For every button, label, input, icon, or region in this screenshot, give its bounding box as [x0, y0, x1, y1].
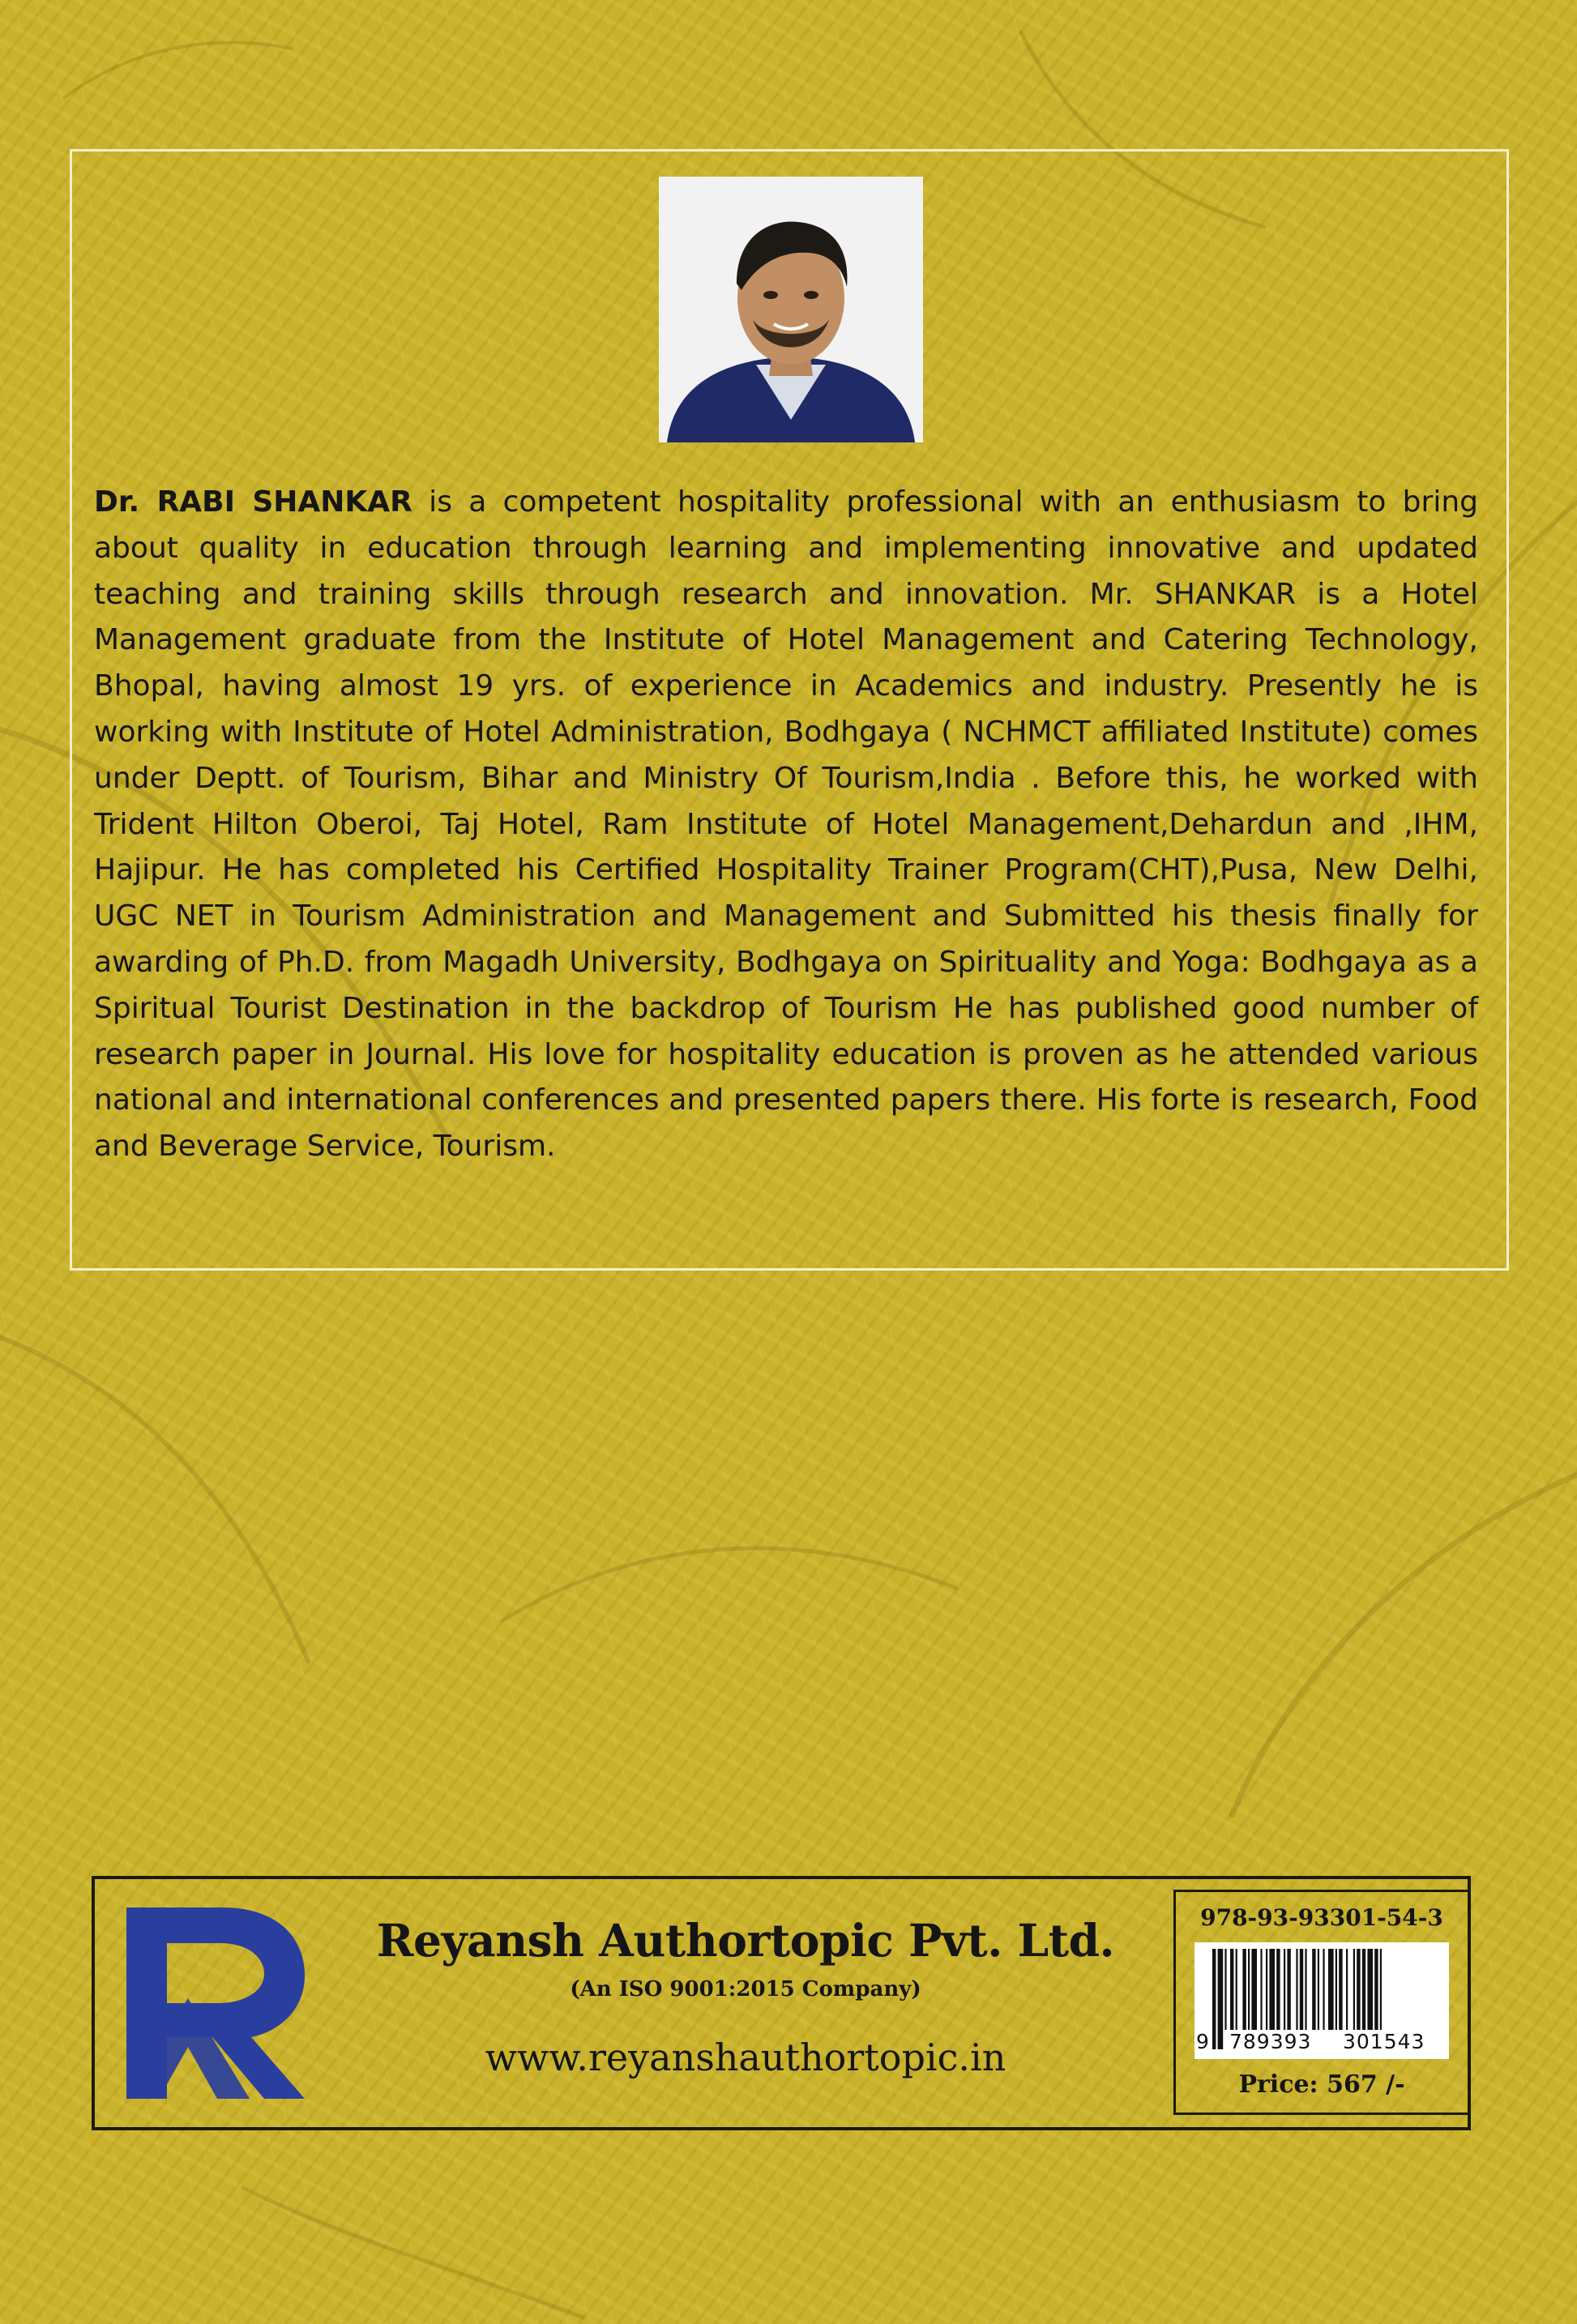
barcode-bar [1318, 1949, 1319, 2030]
barcode-bar [1236, 1949, 1237, 2030]
barcode-bar [1357, 1949, 1360, 2030]
barcode-bar [1248, 1949, 1250, 2030]
barcode-bar [1251, 1949, 1257, 2030]
publisher-logo [122, 1907, 310, 2102]
barcode-bar [1362, 1949, 1365, 2030]
barcode-digits [1195, 2028, 1449, 2057]
barcode-bar [1266, 1949, 1267, 2030]
barcode-bar [1323, 1949, 1324, 2030]
barcode-bar [1346, 1949, 1348, 2030]
publisher-name: Reyansh Authortopic Pvt. Ltd. [376, 1914, 1115, 1967]
barcode-bar [1328, 1949, 1334, 2030]
barcode-bar [1367, 1949, 1373, 2030]
barcode-bar [1305, 1949, 1306, 2030]
barcode-bar [1339, 1949, 1342, 2030]
author-photo [659, 177, 923, 442]
isbn-barcode [1195, 1942, 1449, 2059]
barcode-bar [1312, 1949, 1315, 2030]
barcode-digits-right: 301543 [1340, 2030, 1427, 2053]
barcode-bar [1336, 1949, 1337, 2030]
isbn-number: 978-93-93301-54-3 [1200, 1904, 1443, 1931]
barcode-bar [1353, 1949, 1355, 2030]
author-bio [94, 480, 1478, 1170]
barcode-bar [1230, 1949, 1233, 2030]
barcode-bar [1284, 1949, 1285, 2030]
barcode-digits-left: 789393 [1227, 2030, 1314, 2053]
author-name: Dr. RABI SHANKAR [94, 485, 412, 519]
barcode-bar [1374, 1949, 1378, 2030]
book-price: Price: 567 /- [1238, 2070, 1405, 2099]
author-bio-text: is a competent hospitality professional with an enthusiasm to bring about quality in education through learning and implementing innovative and updated teaching and training skills through research and innovation. Mr. SHANKAR is a Hotel Management graduate from the Institute of Hotel Management and Catering Technology, Bhopal, having almost 19 yrs. of experience in Academics and industry. Presently he is working with Institute of Hotel Administration, Bodhgaya ( NCHMCT affiliated Institute) comes under Deptt. of Tourism, Bihar and Ministry Of Tourism,India . Before this, he worked with Trident Hilton Oberoi, Taj Hotel, Ram Institute of Hotel Management,Dehardun and ,IHM, Hajipur. He has completed his Certified Hospitality Trainer Program(CHT),Pusa, New Delhi, UGC NET in Tourism Administration and Management and Submitted his thesis finally for awarding of Ph.D. from Magadh University, Bodhgaya on Spirituality and Yoga: Bodhgaya as a Spiritual Tourist Destination in the backdrop of Tourism He has published good number of research paper in Journal. His love for hospitality education is proven as he attended various national and international conferences and presented papers there. His forte is research, Food and Beverage Service, Tourism. [94, 485, 1478, 1164]
barcode-bar [1276, 1949, 1280, 2030]
barcode-bar [1224, 1949, 1226, 2030]
barcode-bar [1242, 1949, 1246, 2030]
barcode-bar [1287, 1949, 1290, 2030]
barcode-bar [1296, 1949, 1297, 2030]
barcode-digit-first: 9 [1196, 2030, 1210, 2053]
publisher-iso-note: (An ISO 9001:2015 Company) [570, 1977, 921, 2001]
publisher-website-link[interactable]: www.reyanshauthortopic.in [485, 2036, 1006, 2079]
barcode-bar [1260, 1949, 1262, 2030]
barcode-bar [1269, 1949, 1275, 2030]
